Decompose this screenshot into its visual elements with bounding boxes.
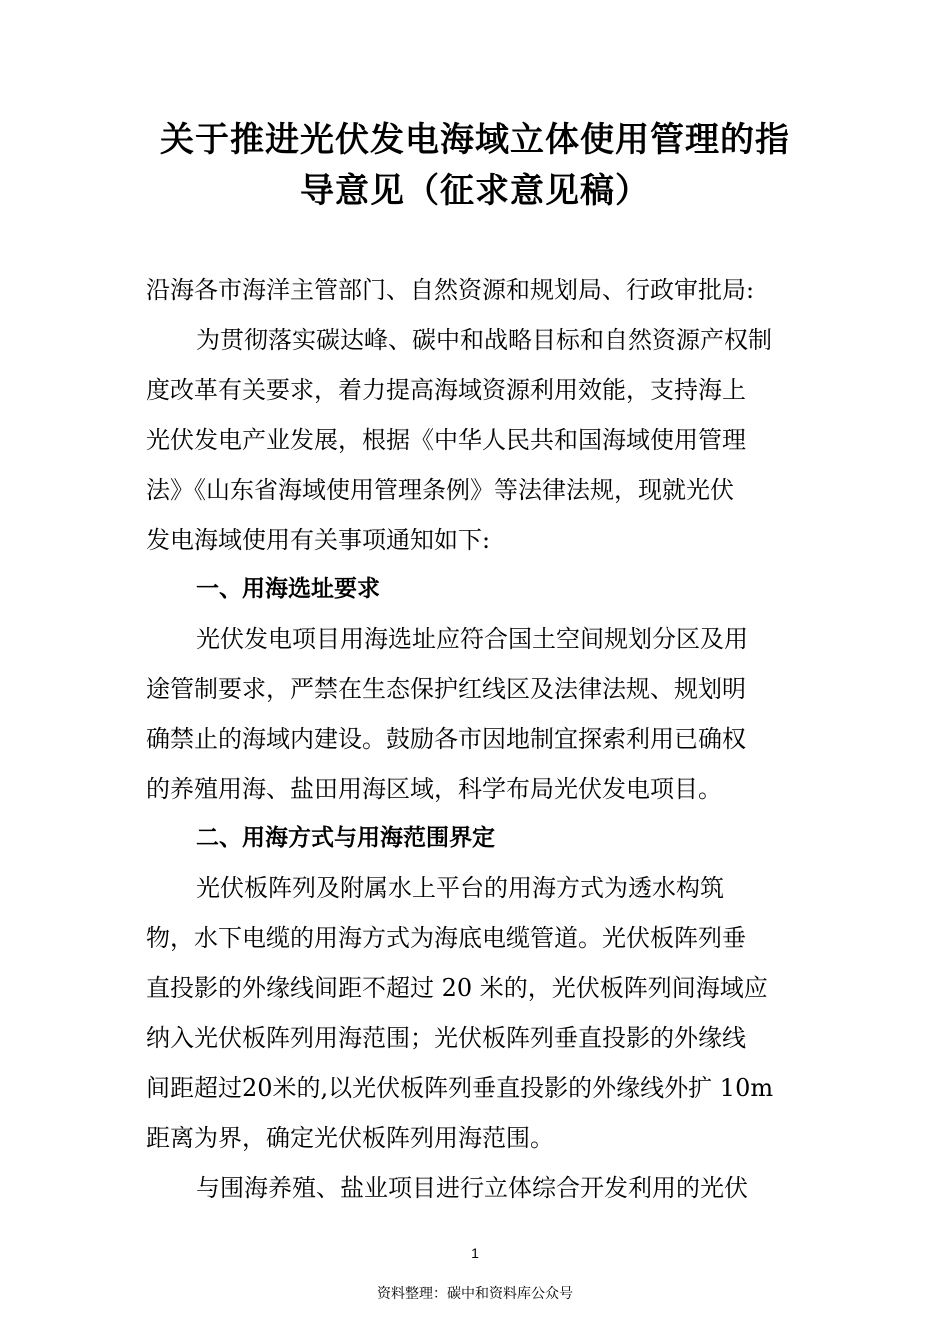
intro-line-5: 发电海域使用有关事项通知如下: [146, 526, 491, 554]
salutation: 沿海各市海洋主管部门、自然资源和规划局、行政审批局: [146, 276, 755, 304]
section-2-line-1: 光伏板阵列及附属水上平台的用海方式为透水构筑 [196, 874, 724, 902]
footer-source: 资料整理：碳中和资料库公众号 [377, 1286, 573, 1302]
section-1-line-2: 途管制要求，严禁在生态保护红线区及法律法规、规划明 [146, 675, 746, 703]
section-2-line-3: 直投影的外缘线间距不超过 20 米的，光伏板阵列间海域应 [146, 974, 768, 1002]
section-2-line-2: 物，水下电缆的用海方式为海底电缆管道。光伏板阵列垂 [146, 924, 746, 952]
section-2-next-paragraph: 与围海养殖、盐业项目进行立体综合开发利用的光伏 [196, 1174, 748, 1202]
section-1-line-3: 确禁止的海域内建设。鼓励各市因地制宜探索利用已确权 [146, 725, 746, 753]
section-2-line-4: 纳入光伏板阵列用海范围；光伏板阵列垂直投影的外缘线 [146, 1024, 746, 1052]
document-title-line-2: 导意见（征求意见稿） [300, 171, 650, 211]
section-2-line-5: 间距超过20米的,以光伏板阵列垂直投影的外缘线外扩 10m [146, 1074, 774, 1102]
section-1-line-1: 光伏发电项目用海选址应符合国土空间规划分区及用 [196, 625, 748, 653]
intro-line-2: 度改革有关要求，着力提高海域资源利用效能，支持海上 [146, 376, 746, 404]
page-number: 1 [471, 1245, 479, 1261]
intro-line-4: 法》《山东省海域使用管理条例》等法律法规，现就光伏 [146, 476, 734, 504]
document-title-line-1: 关于推进光伏发电海域立体使用管理的指 [160, 120, 790, 160]
section-1-line-4: 的养殖用海、盐田用海区域，科学布局光伏发电项目。 [146, 775, 722, 803]
intro-line-3: 光伏发电产业发展，根据《中华人民共和国海域使用管理 [146, 426, 746, 454]
section-2-heading: 二、用海方式与用海范围界定 [196, 825, 495, 851]
section-2-line-6: 距离为界，确定光伏板阵列用海范围。 [146, 1124, 554, 1152]
section-1-heading: 一、用海选址要求 [196, 576, 380, 602]
intro-line-1: 为贯彻落实碳达峰、碳中和战略目标和自然资源产权制 [196, 326, 772, 354]
